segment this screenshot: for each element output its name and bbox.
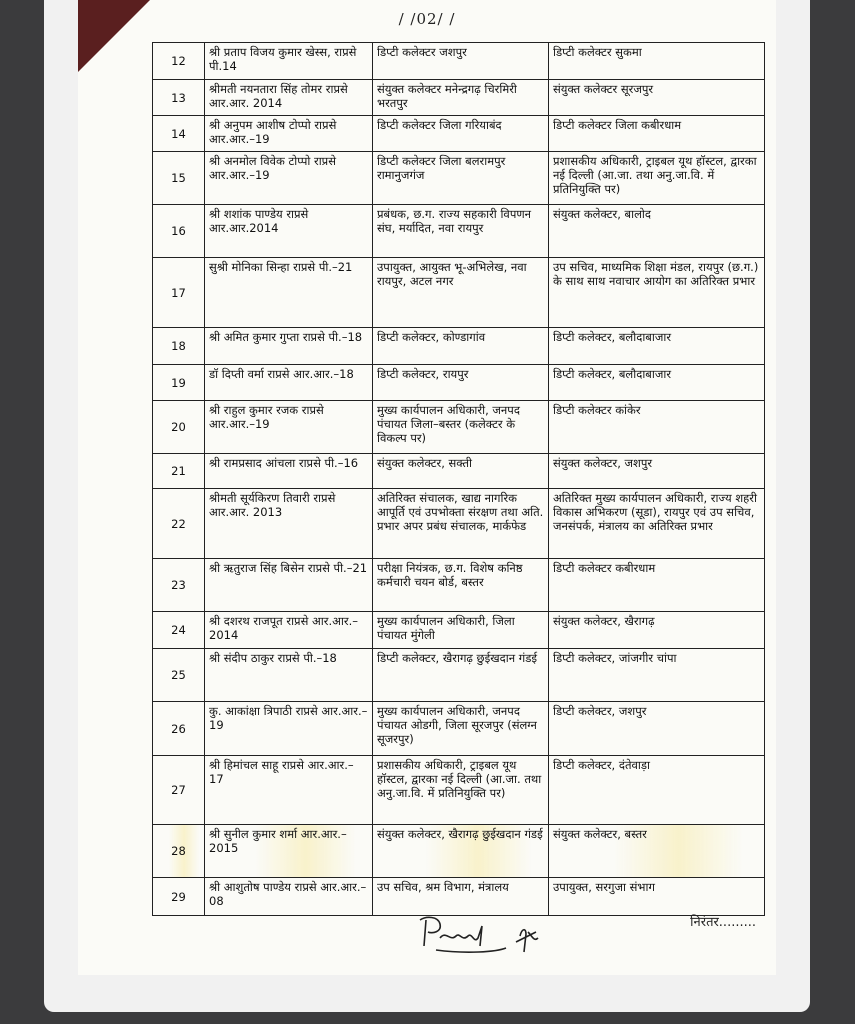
officer-name: श्री शशांक पाण्डेय राप्रसे आर.आर.2014 — [205, 205, 373, 258]
page-number: / /02/ / — [398, 10, 456, 28]
table-row — [153, 205, 765, 258]
handwritten-signature — [416, 912, 596, 962]
new-posting: डिप्टी कलेक्टर जिला कबीरधाम — [549, 116, 765, 152]
document-page — [78, 0, 776, 975]
officer-name: श्री सुनील कुमार शर्मा आर.आर.–2015 — [205, 825, 373, 878]
new-posting: उपायुक्त, सरगुजा संभाग — [549, 878, 765, 916]
row-number: 21 — [153, 454, 205, 489]
current-posting: मुख्य कार्यपालन अधिकारी, जनपद पंचायत ओडगी, जिला सूरजपुर (संलग्न सूजरपुर) — [373, 702, 549, 756]
table-row — [153, 878, 765, 916]
new-posting: संयुक्त कलेक्टर, बालोद — [549, 205, 765, 258]
current-posting: मुख्य कार्यपालन अधिकारी, जिला पंचायत मुंगेली — [373, 612, 549, 649]
table-row — [153, 454, 765, 489]
table-row — [153, 825, 765, 878]
current-posting: मुख्य कार्यपालन अधिकारी, जनपद पंचायत जिला–बस्तर (कलेक्टर के विकल्प पर) — [373, 401, 549, 454]
current-posting: डिप्टी कलेक्टर जशपुर — [373, 43, 549, 80]
officer-name: कु. आकांक्षा त्रिपाठी राप्रसे आर.आर.–19 — [205, 702, 373, 756]
officer-name: श्री हिमांचल साहू राप्रसे आर.आर.–17 — [205, 756, 373, 825]
continued-note: निरंतर......... — [690, 915, 756, 930]
officer-name: श्री अनुपम आशीष टोप्पो राप्रसे आर.आर.–19 — [205, 116, 373, 152]
row-number: 25 — [153, 649, 205, 702]
table-row — [153, 489, 765, 559]
current-posting: प्रशासकीय अधिकारी, ट्राइबल यूथ हॉस्टल, द्वारका नई दिल्ली (आ.जा. तथा अनु.जा.वि. में प्रतिनियुक्ति पर) — [373, 756, 549, 825]
table-row — [153, 258, 765, 328]
current-posting: उपायुक्त, आयुक्त भू-अभिलेख, नवा रायपुर, अटल नगर — [373, 258, 549, 328]
table-row — [153, 756, 765, 825]
row-number: 24 — [153, 612, 205, 649]
table-row — [153, 702, 765, 756]
row-number: 15 — [153, 152, 205, 205]
new-posting: डिप्टी कलेक्टर, जांजगीर चांपा — [549, 649, 765, 702]
transfer-orders-table — [152, 42, 765, 916]
officer-name: श्री राहुल कुमार रजक राप्रसे आर.आर.–19 — [205, 401, 373, 454]
officer-name: श्रीमती नयनतारा सिंह तोमर राप्रसे आर.आर. 2014 — [205, 80, 373, 116]
officer-name: श्री आशुतोष पाण्डेय राप्रसे आर.आर.–08 — [205, 878, 373, 916]
officer-name: सुश्री मोनिका सिन्हा राप्रसे पी.–21 — [205, 258, 373, 328]
table-row — [153, 559, 765, 612]
current-posting: डिप्टी कलेक्टर, रायपुर — [373, 365, 549, 401]
new-posting: संयुक्त कलेक्टर, बस्तर — [549, 825, 765, 878]
current-posting: प्रबंधक, छ.ग. राज्य सहकारी विपणन संघ, मर्यादित, नवा रायपुर — [373, 205, 549, 258]
officer-name: श्रीमती सूर्यकिरण तिवारी राप्रसे आर.आर. 2013 — [205, 489, 373, 559]
current-posting: संयुक्त कलेक्टर मनेन्द्रगढ़ चिरमिरी भरतपुर — [373, 80, 549, 116]
officer-name: श्री संदीप ठाकुर राप्रसे पी.–18 — [205, 649, 373, 702]
current-posting: डिप्टी कलेक्टर, कोण्डागांव — [373, 328, 549, 365]
officer-name: श्री प्रताप विजय कुमार खेस्स, राप्रसे पी.14 — [205, 43, 373, 80]
current-posting: अतिरिक्त संचालक, खाद्य नागरिक आपूर्ति एवं उपभोक्ता संरक्षण तथा अति. प्रभार अपर प्रबंध संचालक, मार्कफेड — [373, 489, 549, 559]
table-row — [153, 401, 765, 454]
row-number: 17 — [153, 258, 205, 328]
officer-name: श्री ऋतुराज सिंह बिसेन राप्रसे पी.–21 — [205, 559, 373, 612]
new-posting: संयुक्त कलेक्टर सूरजपुर — [549, 80, 765, 116]
table-row — [153, 328, 765, 365]
row-number: 29 — [153, 878, 205, 916]
current-posting: डिप्टी कलेक्टर जिला बलरामपुर रामानुजगंज — [373, 152, 549, 205]
new-posting: डिप्टी कलेक्टर, जशपुर — [549, 702, 765, 756]
row-number: 13 — [153, 80, 205, 116]
table-row — [153, 80, 765, 116]
table-row — [153, 612, 765, 649]
row-number: 26 — [153, 702, 205, 756]
table-row — [153, 649, 765, 702]
row-number: 27 — [153, 756, 205, 825]
new-posting: डिप्टी कलेक्टर, बलौदाबाजार — [549, 365, 765, 401]
table-row — [153, 43, 765, 80]
new-posting: संयुक्त कलेक्टर, खैरागढ़ — [549, 612, 765, 649]
current-posting: परीक्षा नियंत्रक, छ.ग. विशेष कनिष्ठ कर्मचारी चयन बोर्ड, बस्तर — [373, 559, 549, 612]
row-number: 16 — [153, 205, 205, 258]
row-number: 28 — [153, 825, 205, 878]
table-row — [153, 116, 765, 152]
new-posting: डिप्टी कलेक्टर, दंतेवाड़ा — [549, 756, 765, 825]
table-row — [153, 152, 765, 205]
row-number: 14 — [153, 116, 205, 152]
officer-name: डॉ दिप्ती वर्मा राप्रसे आर.आर.–18 — [205, 365, 373, 401]
row-number: 23 — [153, 559, 205, 612]
current-posting: संयुक्त कलेक्टर, खैरागढ़ छुईखदान गंडई — [373, 825, 549, 878]
officer-name: श्री रामप्रसाद आंचला राप्रसे पी.–16 — [205, 454, 373, 489]
current-posting: डिप्टी कलेक्टर जिला गरियाबंद — [373, 116, 549, 152]
row-number: 19 — [153, 365, 205, 401]
current-posting: उप सचिव, श्रम विभाग, मंत्रालय — [373, 878, 549, 916]
officer-name: श्री अमित कुमार गुप्ता राप्रसे पी.–18 — [205, 328, 373, 365]
new-posting: अतिरिक्त मुख्य कार्यपालन अधिकारी, राज्य शहरी विकास अभिकरण (सूडा), रायपुर एवं उप सचिव, जनसंपर्क, मंत्रालय का अतिरिक्त प्रभार — [549, 489, 765, 559]
table-row — [153, 365, 765, 401]
current-posting: डिप्टी कलेक्टर, खैरागढ़ छुईखदान गंडई — [373, 649, 549, 702]
new-posting: डिप्टी कलेक्टर सुकमा — [549, 43, 765, 80]
new-posting: उप सचिव, माध्यमिक शिक्षा मंडल, रायपुर (छ.ग.) के साथ साथ नवाचार आयोग का अतिरिक्त प्रभार — [549, 258, 765, 328]
new-posting: प्रशासकीय अधिकारी, ट्राइबल यूथ हॉस्टल, द्वारका नई दिल्ली (आ.जा. तथा अनु.जा.वि. में प्रतिनियुक्ति पर) — [549, 152, 765, 205]
officer-name: श्री अनमोल विवेक टोप्पो राप्रसे आर.आर.–19 — [205, 152, 373, 205]
officer-name: श्री दशरथ राजपूत राप्रसे आर.आर.–2014 — [205, 612, 373, 649]
row-number: 12 — [153, 43, 205, 80]
new-posting: डिप्टी कलेक्टर, बलौदाबाजार — [549, 328, 765, 365]
row-number: 18 — [153, 328, 205, 365]
row-number: 22 — [153, 489, 205, 559]
current-posting: संयुक्त कलेक्टर, सक्ती — [373, 454, 549, 489]
new-posting: डिप्टी कलेक्टर कबीरधाम — [549, 559, 765, 612]
row-number: 20 — [153, 401, 205, 454]
new-posting: डिप्टी कलेक्टर कांकेर — [549, 401, 765, 454]
new-posting: संयुक्त कलेक्टर, जशपुर — [549, 454, 765, 489]
